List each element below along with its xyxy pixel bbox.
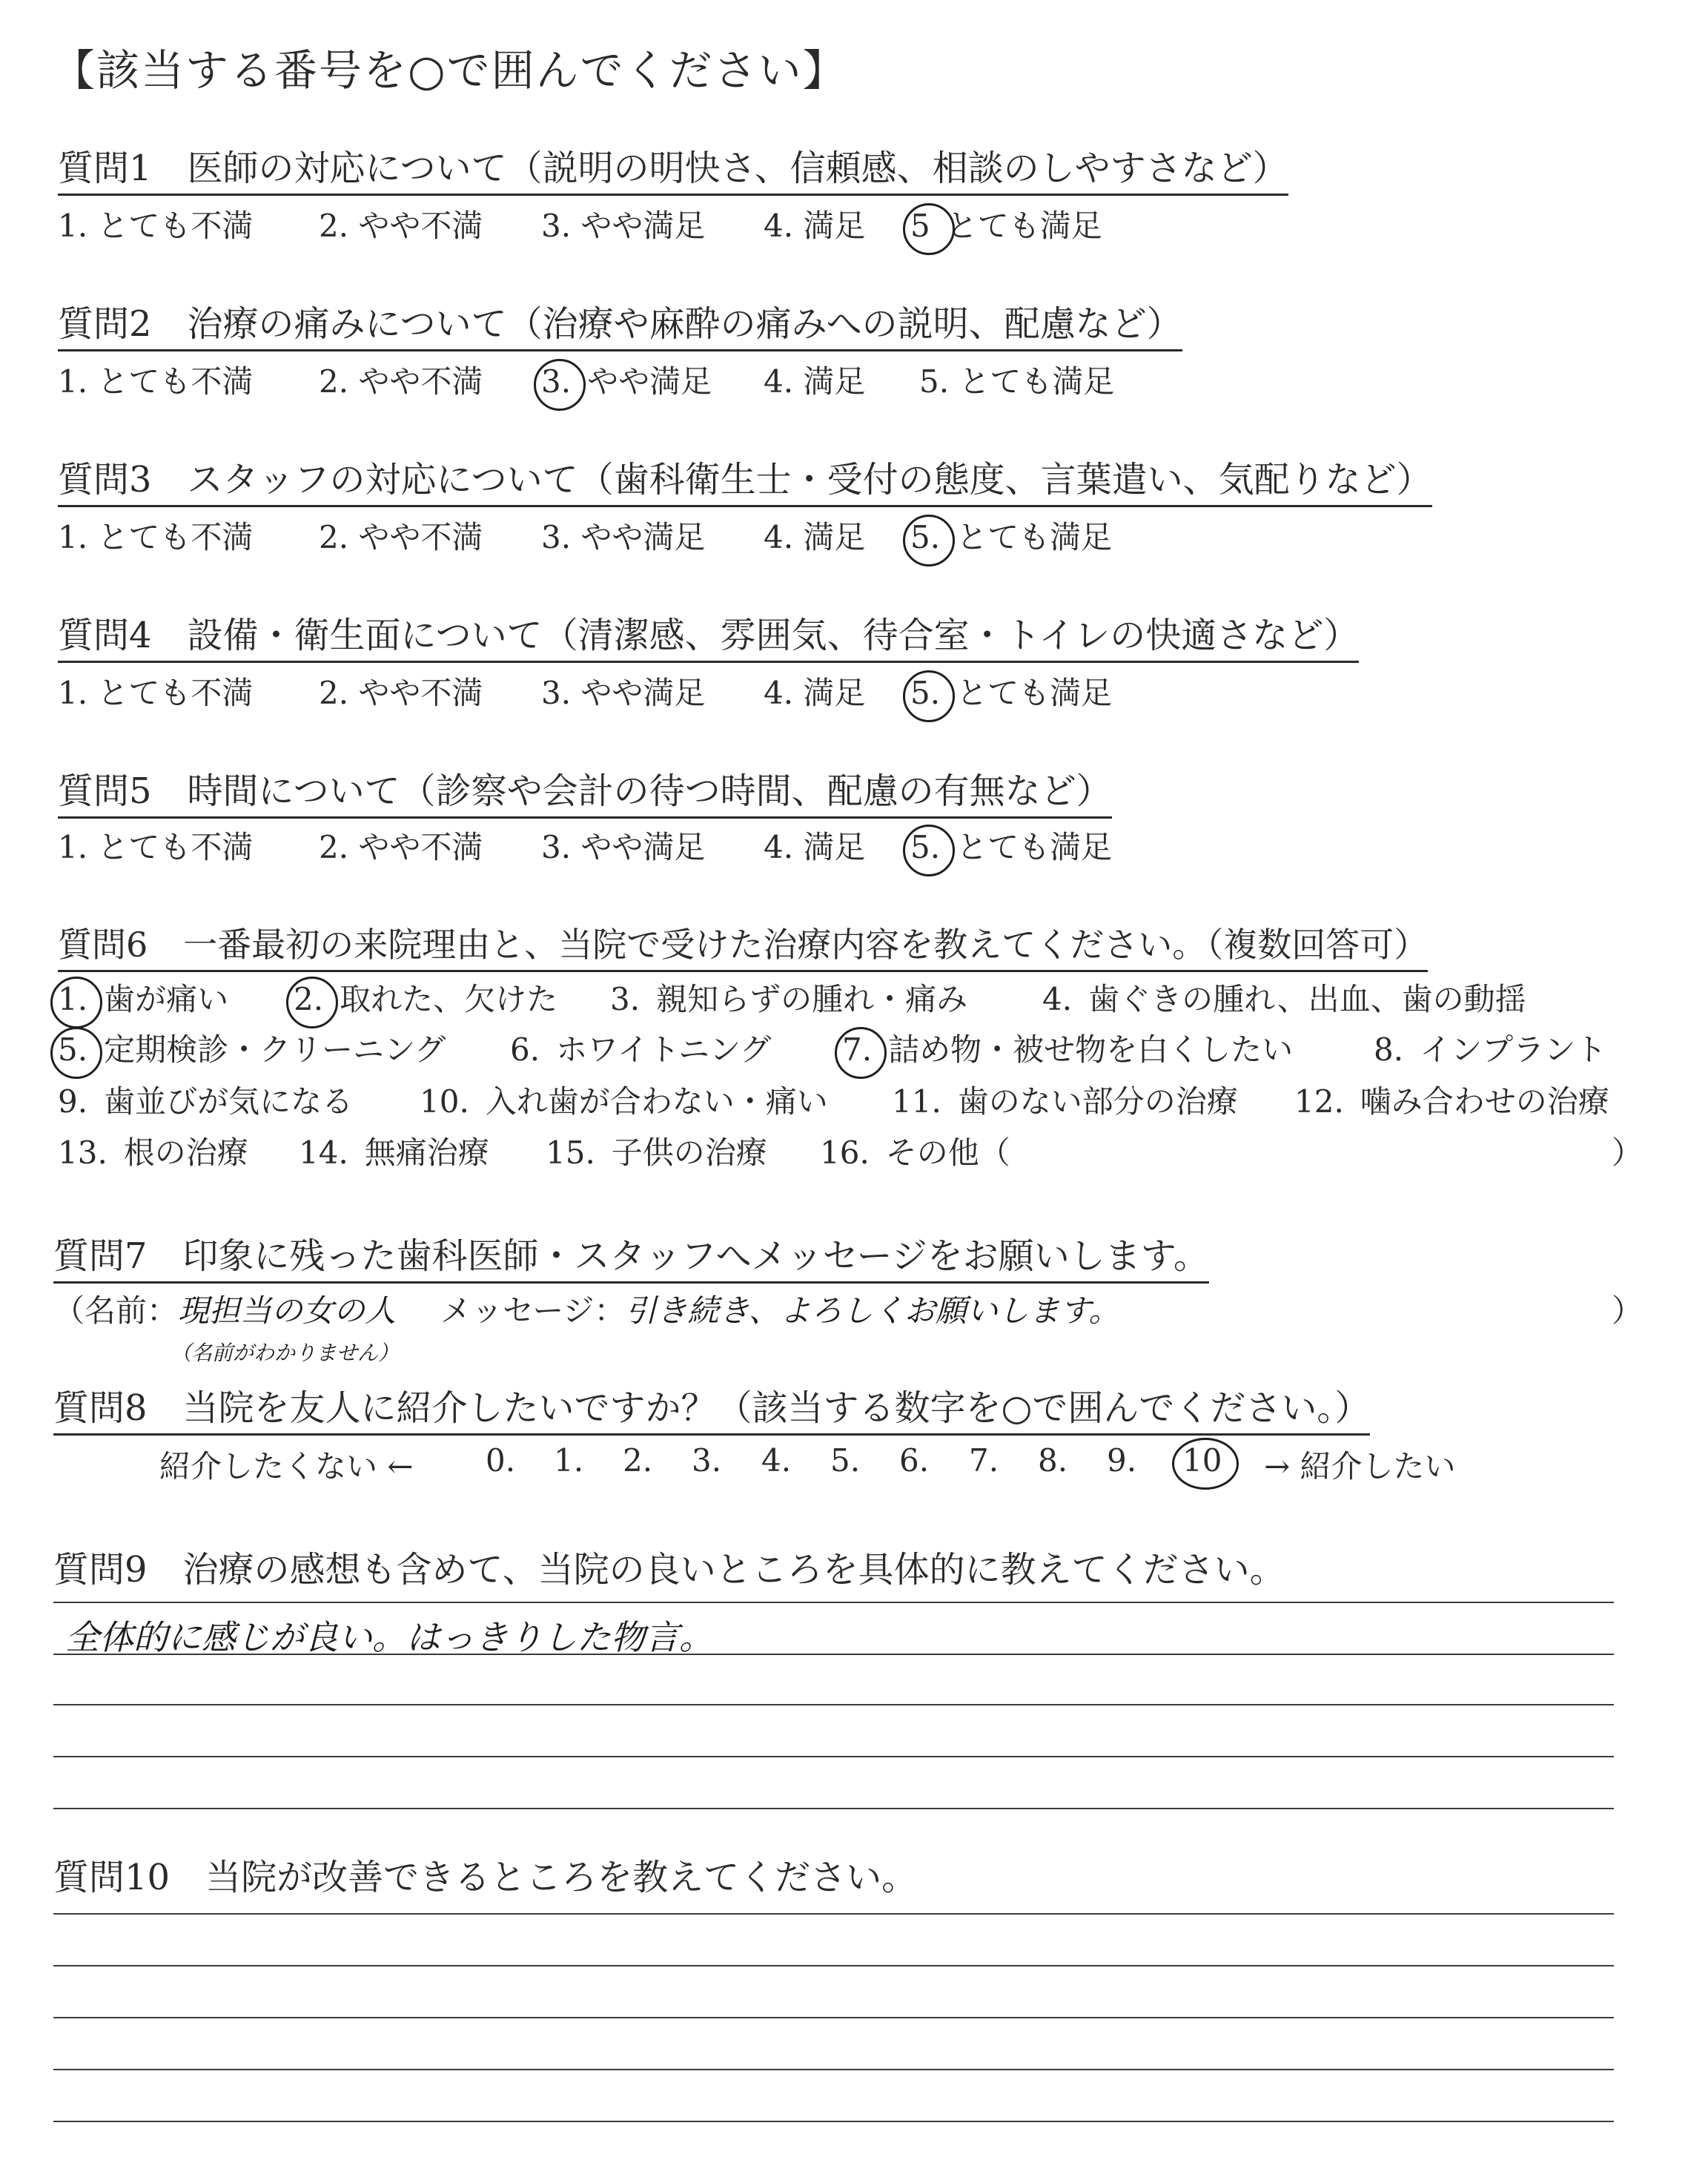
q7-name-value[interactable]: 現担当の女の人 — [178, 1292, 397, 1329]
q6-number: 質問6 — [58, 925, 148, 965]
q4-title — [58, 607, 1359, 663]
q6-option-12[interactable]: 12. 噛み合わせの治療 — [1294, 1083, 1609, 1120]
q7-name-label: （名前： — [53, 1292, 179, 1329]
q5-option-2[interactable]: 2. やや不満 — [319, 829, 483, 865]
q6-text: 一番最初の来院理由と、当院で受けた治療内容を教えてください。（複数回答可） — [183, 925, 1429, 965]
q6-option-1[interactable]: 1. 歯が痛い — [58, 981, 229, 1017]
q4-options — [58, 669, 1689, 713]
q3-option-4[interactable]: 4. 満足 — [764, 519, 866, 555]
q6-option-3[interactable]: 3. 親知らずの腫れ・痛み — [610, 981, 968, 1017]
q3-option-1[interactable]: 1. とても不満 — [58, 519, 254, 555]
q8-scale-10[interactable] — [1182, 1442, 1238, 1479]
q9-answer-line — [53, 1704, 1614, 1705]
q2-option-1[interactable]: 1. とても不満 — [58, 363, 254, 400]
q10-answer-line — [53, 1913, 1614, 1915]
q1-option-2[interactable]: 2. やや不満 — [319, 208, 483, 244]
q8-title — [53, 1379, 1370, 1436]
q6-option-10[interactable]: 10. 入れ歯が合わない・痛い — [420, 1083, 828, 1120]
q7-handwritten-note: （名前がわかりません） — [171, 1341, 400, 1365]
q2-option-2[interactable]: 2. やや不満 — [319, 363, 483, 400]
q1-title — [58, 139, 1288, 196]
q3-option-5[interactable]: 5. とても満足 — [910, 519, 1113, 555]
q6-row-3 — [58, 1077, 1652, 1122]
q9-answer-line — [53, 1602, 1614, 1603]
q1-option-1[interactable]: 1. とても不満 — [58, 208, 254, 244]
q5-option-3[interactable]: 3. やや満足 — [541, 829, 706, 865]
q1-text: 医師の対応について（説明の明快さ、信頼感、相談のしやすさなど） — [187, 148, 1288, 189]
selection-circle: 5. — [910, 675, 941, 711]
selection-circle: 10 — [1182, 1442, 1222, 1479]
q8-scale — [159, 1442, 1605, 1487]
q9-answer-line — [53, 1808, 1614, 1809]
q4-option-4[interactable]: 4. 満足 — [764, 675, 866, 711]
q7-close-paren: ） — [1612, 1292, 1644, 1329]
q3-number: 質問3 — [58, 459, 152, 501]
q9-answer-line — [53, 1756, 1614, 1757]
q6-row-4 — [58, 1129, 1652, 1173]
q8-scale-4[interactable]: 4. — [761, 1442, 792, 1479]
q1-option-3[interactable]: 3. やや満足 — [541, 208, 706, 244]
q10-answer-line — [53, 2121, 1614, 2122]
q6-option-13[interactable]: 13. 根の治療 — [58, 1135, 248, 1171]
q8-text: 当院を友人に紹介したいですか？（該当する数字を○で囲んでください。） — [182, 1387, 1371, 1429]
selection-circle: 5. — [910, 519, 941, 555]
q10-answer-line — [53, 1965, 1614, 1966]
q7-message-value[interactable]: 引き続き、よろしくお願いします。 — [625, 1292, 1120, 1329]
q7-title — [53, 1227, 1209, 1284]
q3-option-2[interactable]: 2. やや不満 — [319, 519, 483, 555]
q10-number: 質問10 — [53, 1857, 171, 1898]
q4-option-5[interactable]: 5. とても満足 — [910, 675, 1113, 711]
q8-scale-9[interactable]: 9. — [1107, 1442, 1137, 1479]
q2-options — [58, 357, 1689, 402]
q5-number: 質問5 — [58, 770, 152, 812]
q5-options — [58, 823, 1689, 868]
q1-option-5[interactable]: 5 とても満足 — [910, 208, 1102, 244]
q6-title — [58, 918, 1428, 972]
q6-row-1 — [58, 975, 1652, 1020]
q6-other-close-paren: ） — [1612, 1135, 1644, 1171]
form-instruction-header: 【該当する番号を○で囲んでください】 — [52, 45, 847, 96]
q6-option-2[interactable]: 2. 取れた、欠けた — [294, 981, 558, 1017]
q4-option-1[interactable]: 1. とても不満 — [58, 675, 254, 711]
q10-answer-line — [53, 2069, 1614, 2070]
q6-option-15[interactable]: 15. 子供の治療 — [546, 1135, 767, 1171]
selection-circle: 5 — [910, 208, 930, 244]
selection-circle: 7. — [842, 1031, 873, 1068]
q6-option-14[interactable]: 14. 無痛治療 — [299, 1135, 489, 1171]
q8-left-label: 紹介したくない ← — [159, 1448, 414, 1484]
q6-option-11[interactable]: 11. 歯のない部分の治療 — [892, 1083, 1238, 1120]
q5-option-4[interactable]: 4. 満足 — [764, 829, 866, 865]
q1-number: 質問1 — [58, 148, 152, 189]
q2-option-5[interactable]: 5. とても満足 — [919, 363, 1115, 400]
q6-option-7[interactable]: 7. 詰め物・被せ物を白くしたい — [842, 1031, 1294, 1068]
q2-option-4[interactable]: 4. 満足 — [764, 363, 866, 400]
q3-options — [58, 513, 1689, 558]
q5-option-5[interactable]: 5. とても満足 — [910, 829, 1113, 865]
q8-scale-7[interactable]: 7. — [969, 1442, 999, 1479]
q5-option-1[interactable]: 1. とても不満 — [58, 829, 254, 865]
q5-title — [58, 762, 1112, 819]
q6-option-6[interactable]: 6. ホワイトニング — [510, 1031, 772, 1068]
q10-text: 当院が改善できるところを教えてください。 — [205, 1857, 918, 1898]
q8-scale-0[interactable]: 0. — [486, 1442, 516, 1479]
q9-answer-line — [53, 1654, 1614, 1655]
q8-scale-8[interactable]: 8. — [1038, 1442, 1068, 1479]
q6-option-4[interactable]: 4. 歯ぐきの腫れ、出血、歯の動揺 — [1042, 981, 1526, 1017]
selection-circle: 2. — [294, 981, 324, 1017]
q3-option-3[interactable]: 3. やや満足 — [541, 519, 706, 555]
q4-number: 質問4 — [58, 615, 152, 656]
q1-option-4[interactable]: 4. 満足 — [764, 208, 866, 244]
q3-title — [58, 451, 1432, 507]
q6-option-5[interactable]: 5. 定期検診・クリーニング — [58, 1031, 446, 1068]
q8-scale-6[interactable]: 6. — [899, 1442, 930, 1479]
q7-text: 印象に残った歯科医師・スタッフへメッセージをお願いします。 — [182, 1235, 1209, 1277]
q4-option-2[interactable]: 2. やや不満 — [319, 675, 483, 711]
q4-text: 設備・衛生面について（清潔感、雰囲気、待合室・トイレの快適さなど） — [187, 615, 1360, 656]
q6-row-2 — [58, 1025, 1652, 1070]
q9-title — [53, 1541, 1285, 1595]
selection-circle: 1. — [58, 981, 88, 1017]
q6-option-16[interactable]: 16. その他（ — [820, 1135, 1010, 1171]
q8-scale-1[interactable]: 1. — [554, 1442, 584, 1479]
q9-text: 治療の感想も含めて、当院の良いところを具体的に教えてください。 — [182, 1549, 1285, 1591]
q10-title — [53, 1849, 917, 1903]
q8-number: 質問8 — [53, 1387, 148, 1429]
q7-message-line — [53, 1287, 1119, 1331]
q6-option-9[interactable]: 9. 歯並びが気になる — [58, 1083, 354, 1120]
q10-answer-line — [53, 2017, 1614, 2018]
q2-number: 質問2 — [58, 303, 152, 345]
q5-text: 時間について（診察や会計の待つ時間、配慮の有無など） — [187, 770, 1112, 812]
q7-number: 質問7 — [53, 1235, 148, 1277]
q8-scale-3[interactable]: 3. — [692, 1442, 722, 1479]
q1-options — [58, 202, 1689, 246]
q8-scale-2[interactable]: 2. — [623, 1442, 653, 1479]
q9-number: 質問9 — [53, 1549, 148, 1591]
q8-scale-5[interactable]: 5. — [830, 1442, 861, 1479]
selection-circle: 5. — [910, 829, 941, 865]
q3-text: スタッフの対応について（歯科衛生士・受付の態度、言葉遣い、気配りなど） — [187, 459, 1432, 501]
q2-title — [58, 295, 1182, 351]
q2-text: 治療の痛みについて（治療や麻酔の痛みへの説明、配慮など） — [187, 303, 1182, 345]
q2-option-3[interactable]: 3. やや満足 — [541, 363, 712, 400]
selection-circle: 5. — [58, 1031, 88, 1068]
q6-option-8[interactable]: 8. インプラント — [1374, 1031, 1607, 1068]
q8-right-label: → 紹介したい — [1264, 1448, 1456, 1484]
selection-circle: 3. — [541, 363, 572, 400]
q4-option-3[interactable]: 3. やや満足 — [541, 675, 706, 711]
q7-message-label: メッセージ： — [440, 1292, 626, 1329]
q9-answer-text[interactable]: 全体的に感じが良い。はっきりした物言。 — [65, 1617, 713, 1657]
